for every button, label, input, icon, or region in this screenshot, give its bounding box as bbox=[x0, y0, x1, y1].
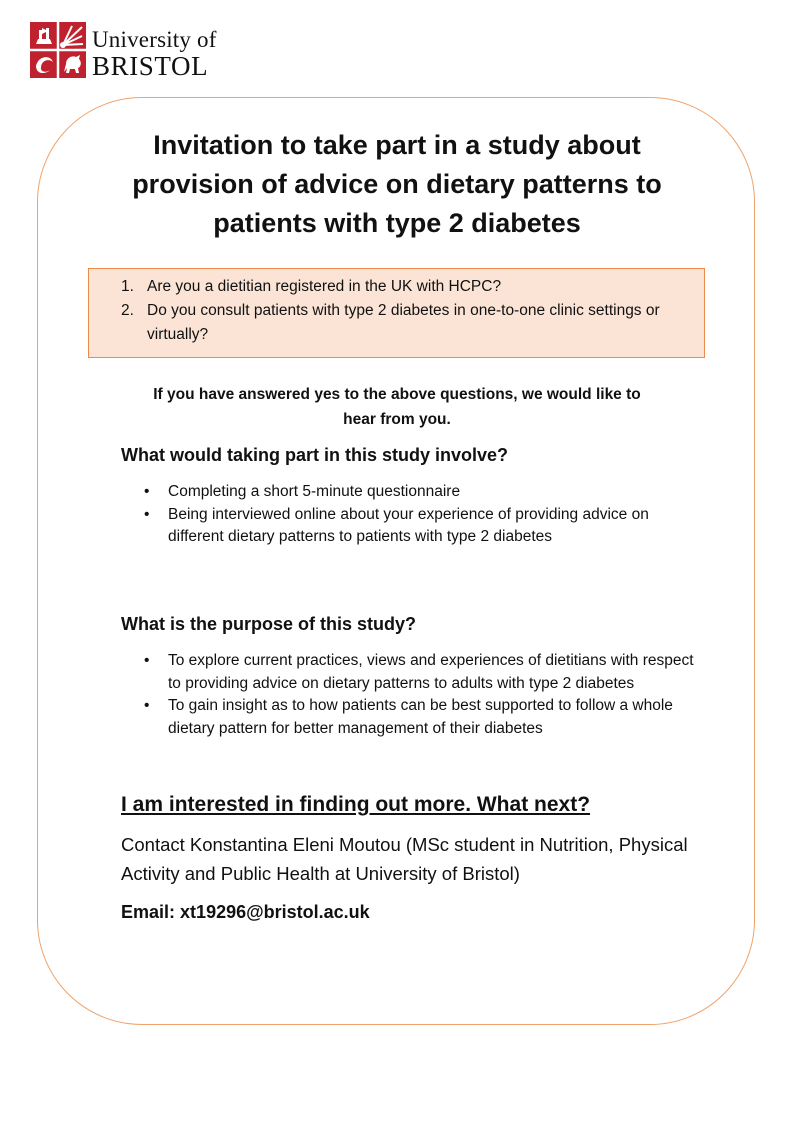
bullet-icon: • bbox=[144, 505, 150, 523]
question-number: 2. bbox=[121, 302, 134, 319]
logo-text-bristol: BRISTOL bbox=[92, 51, 209, 81]
list-item-text: To gain insight as to how patients can be best supported to follow a whole dietary pattern for better management of their diabetes bbox=[168, 697, 673, 737]
answer-line-2: hear from you. bbox=[343, 411, 451, 428]
purpose-list bbox=[144, 650, 694, 740]
title-line-1: Invitation to take part in a study about bbox=[153, 130, 641, 160]
bullet-icon: • bbox=[144, 652, 150, 669]
purpose-heading: What is the purpose of this study? bbox=[121, 614, 417, 634]
title-line-3: patients with type 2 diabetes bbox=[213, 208, 581, 238]
question-item bbox=[121, 275, 681, 299]
bullet-icon: • bbox=[144, 483, 150, 500]
university-logo bbox=[30, 22, 230, 82]
page-title bbox=[80, 126, 714, 243]
list-item-text: Being interviewed online about your experience of providing advice on different dietary patterns to patients with type 2 diabetes bbox=[168, 505, 649, 545]
list-item bbox=[144, 481, 694, 504]
list-item-text: To explore current practices, views and experiences of dietitians with respect to providing advice on dietary patterns to adults with type 2 diabetes bbox=[168, 652, 694, 692]
answer-line-1: If you have answered yes to the above questions, we would like to bbox=[153, 386, 641, 403]
contact-details: Contact Konstantina Eleni Moutou (MSc student in Nutrition, Physical Activity and Public Health at University of Bristol) bbox=[121, 834, 688, 884]
call-to-action-statement bbox=[110, 382, 684, 432]
involve-heading: What would taking part in this study involve? bbox=[121, 445, 509, 465]
list-item bbox=[144, 504, 694, 549]
eligibility-questions-box bbox=[88, 268, 705, 358]
next-steps-heading: I am interested in finding out more. What next? bbox=[121, 793, 591, 816]
logo-text-university-of: University of bbox=[92, 27, 217, 52]
university-crest-icon bbox=[30, 22, 86, 78]
eligibility-questions-list bbox=[121, 275, 681, 347]
question-item bbox=[121, 299, 681, 347]
question-text: Are you a dietitian registered in the UK with HCPC? bbox=[147, 278, 502, 295]
list-item bbox=[144, 650, 694, 695]
list-item bbox=[144, 695, 694, 740]
involve-list bbox=[144, 481, 694, 549]
email-line bbox=[121, 899, 370, 925]
question-number: 1. bbox=[121, 278, 134, 295]
list-item-text: Completing a short 5-minute questionnaire bbox=[168, 483, 461, 500]
question-text: Do you consult patients with type 2 diabetes in one-to-one clinic settings or virtually? bbox=[147, 302, 660, 343]
email-link[interactable]: xt19296@bristol.ac.uk bbox=[180, 902, 370, 922]
email-label: Email: bbox=[121, 902, 176, 922]
bullet-icon: • bbox=[144, 697, 150, 714]
title-line-2: provision of advice on dietary patterns to bbox=[132, 169, 662, 199]
